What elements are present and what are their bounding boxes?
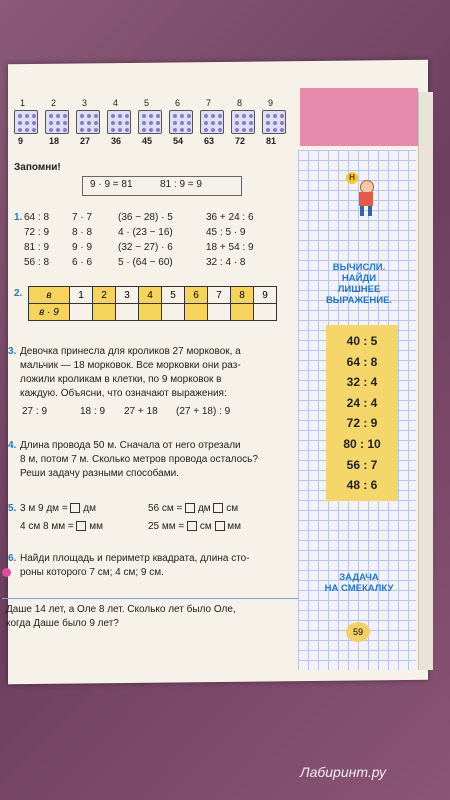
card-bottom-number: 9 [18, 136, 24, 146]
mascot-letter: Н [346, 172, 358, 184]
ex1-expression: 4 · (23 − 16) [118, 227, 173, 238]
card-bottom-number: 36 [111, 136, 122, 146]
dot-card [107, 110, 131, 134]
ex2-answer-cell[interactable] [162, 304, 185, 321]
answer-box[interactable] [213, 503, 223, 513]
ex5-row1b: 56 см = дм см [148, 503, 239, 514]
ex2-cell: 5 [162, 287, 185, 304]
ex3-line: Девочка принесла для кроликов 27 морковок, а [20, 346, 241, 357]
card-top-number: 2 [51, 98, 57, 108]
sidebar-expression: 64 : 8 [346, 354, 378, 369]
ex2-cell: 7 [208, 287, 231, 304]
divider-line [2, 598, 298, 599]
ex1-number: 1. [14, 212, 23, 223]
ex2-header-cell: в [29, 287, 70, 304]
ex2-cell: 1 [70, 287, 93, 304]
card-top-number: 3 [82, 98, 88, 108]
dot-card [200, 110, 224, 134]
ex1-expression: (36 − 28) · 5 [118, 212, 173, 223]
watermark: Лабиринт.ру [300, 764, 387, 780]
dot-card [169, 110, 193, 134]
card-bottom-number: 81 [266, 136, 277, 146]
ex2-cell: 4 [139, 287, 162, 304]
ex6-line: Найди площадь и периметр квадрата, длина сто- [20, 553, 250, 564]
ex6-line: роны которого 7 см; 4 см; 9 см. [20, 567, 164, 578]
page-number: 59 [346, 622, 370, 642]
ex4-number: 4. [8, 440, 17, 451]
ex5-number: 5. [8, 503, 17, 514]
ex1-expression: 81 : 9 [24, 242, 50, 253]
ex1-expression: 45 : 5 · 9 [206, 227, 246, 238]
pink-dot-icon [2, 568, 11, 577]
sidebar-expression: 56 : 7 [346, 457, 378, 472]
card-top-number: 5 [144, 98, 150, 108]
dot-card [138, 110, 162, 134]
ex6-number: 6. [8, 553, 17, 564]
ex4-line: Реши задачу разными способами. [20, 468, 179, 479]
ex2-answer-cell[interactable] [116, 304, 139, 321]
mascot-icon [344, 172, 384, 218]
ex5-row2a: 4 см 8 мм = мм [20, 521, 104, 532]
ex1-expression: (32 − 27) · 6 [118, 242, 173, 253]
card-top-number: 9 [268, 98, 274, 108]
ex2-answer-cell[interactable] [139, 304, 162, 321]
ex4-line: Длина провода 50 м. Сначала от него отрезали [20, 440, 241, 451]
sidebar-expression: 80 : 10 [343, 437, 381, 451]
remember-title: Запомни! [14, 162, 61, 173]
ex3-expression: (27 + 18) : 9 [176, 406, 231, 417]
ex3-line: каждую. Объясни, что означают выражения: [20, 388, 227, 399]
dot-card [231, 110, 255, 134]
ex1-expression: 8 · 8 [72, 227, 93, 238]
dot-card [262, 110, 286, 134]
sidebar-heading: ВЫЧИСЛИ. НАЙДИ ЛИШНЕЕ ВЫРАЖЕНИЕ. [325, 262, 393, 306]
ex2-answer-cell[interactable] [93, 304, 116, 321]
card-bottom-number: 18 [49, 136, 60, 146]
answer-box[interactable] [185, 503, 195, 513]
ex5-row2b: 25 мм = см мм [148, 521, 242, 532]
ex1-expression: 72 : 9 [24, 227, 50, 238]
ex2-cell: 3 [116, 287, 139, 304]
answer-box[interactable] [215, 521, 225, 531]
ex1-expression: 6 · 6 [72, 257, 93, 268]
remember-expr-1: 9 · 9 = 81 [90, 179, 133, 190]
puzzle-line: Даше 14 лет, а Оле 8 лет. Сколько лет было Оле, [6, 604, 236, 615]
answer-box[interactable] [76, 521, 86, 531]
ex1-expression: 9 · 9 [72, 242, 93, 253]
dot-card [76, 110, 100, 134]
ex3-expression: 18 : 9 [80, 406, 106, 417]
puzzle-line: когда Даше было 9 лет? [6, 618, 119, 629]
answer-box[interactable] [70, 503, 80, 513]
ex2-cell: 2 [93, 287, 116, 304]
card-bottom-number: 45 [142, 136, 153, 146]
sidebar-expression: 32 : 4 [346, 375, 378, 390]
card-bottom-number: 72 [235, 136, 246, 146]
ex2-number: 2. [14, 288, 23, 299]
ex1-expression: 56 : 8 [24, 257, 50, 268]
sidebar-expression: 48 : 6 [346, 478, 378, 493]
pink-tab [300, 88, 418, 146]
card-bottom-number: 54 [173, 136, 184, 146]
ex3-line: ложили кроликам в клетки, по 9 морковок в [20, 374, 222, 385]
ex1-expression: 36 + 24 : 6 [206, 212, 254, 223]
card-bottom-number: 27 [80, 136, 91, 146]
ex2-answer-cell[interactable] [231, 304, 254, 321]
ex3-expression: 27 : 9 [22, 406, 48, 417]
ex3-number: 3. [8, 346, 17, 357]
sidebar-expression: 24 : 4 [346, 395, 378, 410]
page-edge [418, 92, 433, 670]
ex2-answer-cell[interactable] [70, 304, 93, 321]
sidebar-expression: 40 : 5 [346, 334, 378, 348]
answer-box[interactable] [187, 521, 197, 531]
ex2-answer-cell[interactable] [185, 304, 208, 321]
ex1-expression: 5 · (64 − 60) [118, 257, 173, 268]
card-top-number: 7 [206, 98, 212, 108]
ex2-row2-label: в · 9 [29, 304, 70, 321]
ex2-table [28, 286, 277, 321]
card-top-number: 8 [237, 98, 243, 108]
dot-card [45, 110, 69, 134]
ex1-expression: 64 : 8 [24, 212, 50, 223]
ex5-row1a: 3 м 9 дм = дм [20, 503, 96, 514]
ex4-line: 8 м, потом 7 м. Сколько метров провода осталось? [20, 454, 258, 465]
ex1-expression: 32 : 4 · 8 [206, 257, 246, 268]
ex1-expression: 7 · 7 [72, 212, 93, 223]
ex2-cell: 6 [185, 287, 208, 304]
card-top-number: 1 [20, 98, 26, 108]
task-title: ЗАДАЧА НА СМЕКАЛКУ [324, 572, 394, 594]
ex1-expression: 18 + 54 : 9 [206, 242, 254, 253]
ex3-expression: 27 + 18 [124, 406, 158, 417]
card-bottom-number: 63 [204, 136, 215, 146]
dot-card [14, 110, 38, 134]
remember-expr-2: 81 : 9 = 9 [160, 179, 202, 190]
ex2-cell: 8 [231, 287, 254, 304]
expressions-box [326, 325, 398, 501]
ex3-line: мальчик — 18 морковок. Все морковки они раз- [20, 360, 241, 371]
ex2-cell: 9 [254, 287, 277, 304]
ex2-answer-cell[interactable] [208, 304, 231, 321]
card-top-number: 4 [113, 98, 119, 108]
card-top-number: 6 [175, 98, 181, 108]
ex2-answer-cell[interactable] [254, 304, 277, 321]
sidebar-expression: 72 : 9 [346, 416, 378, 431]
